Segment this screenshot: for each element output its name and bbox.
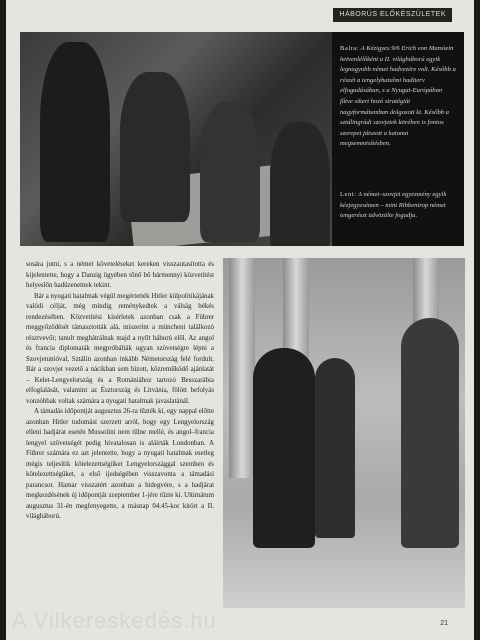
- caption-top-text: A Kézigyes 9/6 Erich von Manstein hetvenlélőként a II. világháború egyik legnagyobb német hadvezére volt. Később a részét a tengelyhatalmi haditerv elfogadásában, s a Nyugat-Európában fűtve sikert hozó stratégiát nagyformátumban dolgozott ki. Később a sztálingrádi szovjetek körében is fontos szerepet játszott a katonai megsemmisítésben.: [340, 45, 456, 148]
- body-paragraph: Bár a nyugati hatalmak végül megértették Hitler külpolitikájának valódi célját, még mindig reménykedtek a válság békés rendezésében. Közvetítési kísérletek azonban csak a Führer meggyőződését támasztották alá, miszerint a müncheni találkozó résztvevői; tanult meghátrálnak majd a nyílt háború elől. Az angol és francia diplomaták megpróbálták ugyan szövetségre lépni a Szovjetunióval, Sztálin azonban inkább Németország felé fordult. Bár a szovjet vezető a nácikban sem bízott, közreműködő ajánlatát – Kelet-Lengyelország és a Romániához tartozó Besszarábia elfoglalását, valamint az Észtország és Litvánia, fölött befolyás vonzóbbak voltak számára a nyugati hatalmak javaslatánál.: [26, 292, 214, 405]
- caption-top-label: Balra:: [340, 45, 360, 52]
- saluting-figure: [253, 348, 315, 548]
- page-number: 21: [440, 620, 448, 627]
- caption-bottom-text: A német–szovjet egyezmény egyik kézjegyesémen – mint Ribbentrop német tengerészt üdvözölte fogadja.: [340, 191, 447, 220]
- top-photograph: [20, 32, 332, 246]
- officer-figure: [40, 42, 110, 242]
- body-paragraph: sosára jutni, s a német követeléseket kereken visszautasította és kijelentette, hogy a Danzig ügyében tőnő bő bármennyi közvetítést helyeslőn hadüzenetnek tekint.: [26, 261, 214, 289]
- right-photograph: [223, 258, 465, 608]
- caption-top: [332, 44, 464, 150]
- official-figure: [315, 358, 355, 538]
- running-header: HÁBORÚS ELŐKÉSZÜLETEK: [333, 8, 452, 22]
- officer-figure: [120, 72, 190, 222]
- caption-panel: [332, 32, 464, 246]
- officer-figure: [270, 122, 330, 246]
- magazine-page: [6, 0, 474, 640]
- article-body: [26, 260, 214, 523]
- caption-bottom-label: Lent:: [340, 191, 357, 198]
- body-paragraph: A támadás időpontját augusztus 26-ra tűzték ki, egy nappal előtte azonban Hitler tudomást szerzett arról, hogy egy Lengyelország elleni hadjárat esetén Mussolini nem tűlne mellé, és angol–francia lengyel szövetségét pedig hivatalosan is aláírták Londonban. A Führer számára ez azt jelentette, hogy a nyugati hatalmak esetleg mégis teljesítik kötelezettségüket Lengyelországgal szemben és kötelezettségüket, a első ijedségében visszavonta a támadási parancsot. Hamar visszatért azonban a hidegvére, s a hadjárat megkezdésének új időpontját szeptember 1-jére tűzte ki. Ultimátum augusztus 31-én megfenyegette, a másnap 04.45-kor kitört a II. világháború.: [26, 408, 214, 520]
- column: [229, 258, 255, 478]
- soldier-figure: [401, 318, 459, 548]
- watermark-text: A Vilkereskedés.hu: [12, 608, 217, 633]
- officer-figure: [200, 102, 260, 242]
- caption-bottom: [332, 190, 464, 222]
